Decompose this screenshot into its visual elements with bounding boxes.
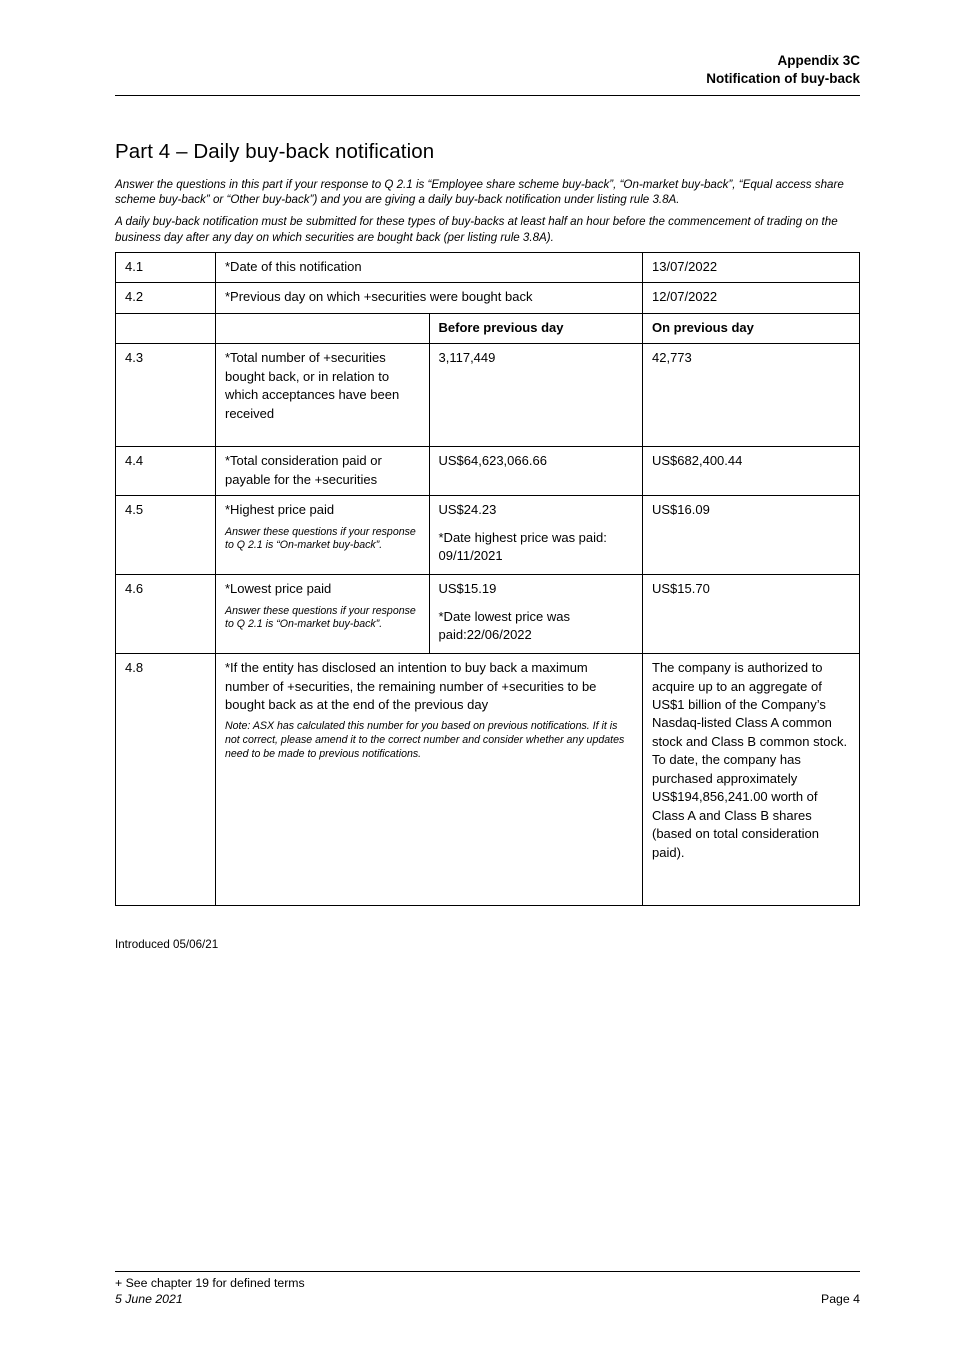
row-4-5-before-date: *Date highest price was paid: 09/11/2021 [438,529,607,563]
row-4-1-label: *Date of this notification [216,252,643,282]
introduced-date: Introduced 05/06/21 [115,938,219,952]
row-4-5-label: *Highest price paid [225,502,335,518]
row-4-3-on-value: 42,773 [643,344,860,447]
row-4-4-number: 4.4 [116,447,216,496]
header-empty-cell-1 [116,313,216,343]
row-4-8-answer: The company is authorized to acquire up to an aggregate of US$1 billion of the Company’s Nasdaq-listed Class A common stock and Class B common stock. To date, the company has purchased approximately US$194,856,241.00 worth of Class A and Class B shares (based on total consideration paid). [643,654,860,906]
row-4-6-note: Answer these questions if your response to Q 2.1 is “On-market buy-back”. [225,604,416,631]
row-4-8-note: Note: ASX has calculated this number for you based on previous notifications. If it is not correct, please amend it to the correct number and consider whether any updates need to be made to previous notifications. [225,720,625,760]
row-4-4-before-value: US$64,623,066.66 [429,447,643,496]
footer-second-row [115,1292,860,1308]
table-row [116,344,860,447]
footer-page-number: Page 4 [821,1291,860,1306]
intro-paragraph-2: A daily buy-back notification must be submitted for these types of buy-backs at least half an hour before the commencement of trading on the business day after any day on which securities are bought back (per listing rule 3.8A). [115,215,838,244]
row-4-4-label: *Total consideration paid or payable for the +securities [216,447,430,496]
row-4-8-number: 4.8 [116,654,216,906]
footer-defined-terms: + See chapter 19 for defined terms [115,1276,305,1290]
row-4-5-before-cell [429,496,643,575]
row-4-1-number: 4.1 [116,252,216,282]
row-4-4-on-value: US$682,400.44 [643,447,860,496]
row-4-2-label: *Previous day on which +securities were bought back [216,283,643,313]
row-4-6-before-date: *Date lowest price was paid:22/06/2022 [438,608,570,642]
table-column-header-row [116,313,860,343]
row-4-6-on-value: US$15.70 [643,575,860,654]
row-4-3-number: 4.3 [116,344,216,447]
row-4-6-before-cell [429,575,643,654]
intro-paragraph-1: Answer the questions in this part if your response to Q 2.1 is “Employee share scheme buy-back”, “On-market buy-back”, “Equal access share scheme buy-back” or “Other buy-back”) and you are giving a daily buy-back notification under listing rule 3.8A. [115,177,844,206]
intro-paragraphs [115,177,860,245]
row-4-2-value: 12/07/2022 [643,283,860,313]
row-4-5-before-price: US$24.23 [438,502,497,518]
row-4-8-label: *If the entity has disclosed an intention to buy back a maximum number of +securities, the remaining number of +securities to be bought back as at the end of the previous day [225,660,597,712]
header-appendix-label: Appendix 3C [777,53,860,68]
row-4-8-label-cell [216,654,643,906]
document-footer [115,1271,860,1308]
row-4-5-number: 4.5 [116,496,216,575]
table-row [116,654,860,906]
table-row [116,496,860,575]
table-row [116,447,860,496]
row-4-5-on-value: US$16.09 [643,496,860,575]
row-4-1-value: 13/07/2022 [643,252,860,282]
buyback-table [115,252,860,906]
row-4-6-number: 4.6 [116,575,216,654]
row-4-6-before-price: US$15.19 [438,581,497,597]
document-header [115,0,860,96]
header-subtitle: Notification of buy-back [706,70,860,86]
row-4-6-label-cell [216,575,430,654]
page-title: Part 4 – Daily buy-back notification [115,139,435,163]
row-4-5-note: Answer these questions if your response to Q 2.1 is “On-market buy-back”. [225,525,416,552]
header-empty-cell-2 [216,313,430,343]
row-4-3-label: *Total number of +securities bought back, or in relation to which acceptances have been received [216,344,430,447]
row-4-5-label-cell [216,496,430,575]
table-row [116,283,860,313]
footer-date: 5 June 2021 [115,1291,183,1306]
row-4-2-number: 4.2 [116,283,216,313]
row-4-3-before-value: 3,117,449 [429,344,643,447]
row-4-6-label: *Lowest price paid [225,581,332,597]
column-header-on-previous-day: On previous day [643,313,860,343]
column-header-before-previous-day: Before previous day [429,313,643,343]
table-row [116,575,860,654]
table-row [116,252,860,282]
